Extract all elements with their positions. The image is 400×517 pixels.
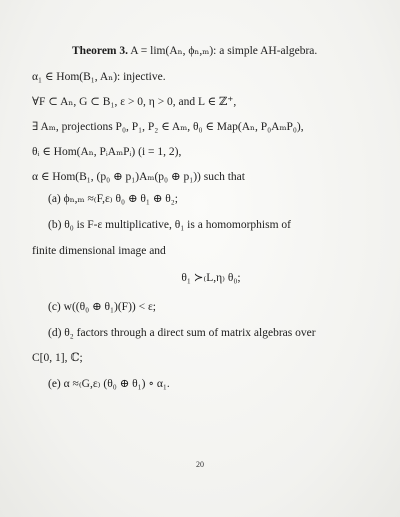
theorem-heading <box>72 44 382 58</box>
conclusion-exists: ∃ Aₘ, projections P₀, P₁, P₂ ∈ Aₘ, θ₀ ∈ Map(Aₙ, P₀AₘP₀), <box>32 121 304 133</box>
item-b-continued: finite dimensional image and <box>32 245 166 257</box>
item-b-display-formula: θ₁ ≻₍L,η₎ θ₀; <box>181 272 241 284</box>
hypothesis-alpha1: α₁ ∈ Hom(B₁, Aₙ): injective. <box>32 71 166 83</box>
item-d-continued: C[0, 1], ℂ; <box>32 352 83 364</box>
hypothesis-quantifiers: ∀F ⊂ Aₙ, G ⊂ B₁, ε > 0, η > 0, and L ∈ ℤ⁺, <box>32 96 237 108</box>
conclusion-theta-i: θᵢ ∈ Hom(Aₙ, PᵢAₘPᵢ) (i = 1, 2), <box>32 146 182 158</box>
item-a: (a) ϕₙ,ₘ ≈₍F,ε₎ θ₀ ⊕ θ₁ ⊕ θ₂; <box>48 193 179 205</box>
item-b: (b) θ₀ is F-ε multiplicative, θ₁ is a homomorphism of <box>48 219 291 231</box>
page-number: 20 <box>196 460 204 469</box>
item-c: (c) w((θ₀ ⊕ θ₁)(F)) < ε; <box>48 301 156 313</box>
theorem-label: Theorem 3. <box>72 45 129 57</box>
item-d: (d) θ₂ factors through a direct sum of matrix algebras over <box>48 327 316 339</box>
conclusion-alpha: α ∈ Hom(B₁, (p₀ ⊕ p₁)Aₘ(p₀ ⊕ p₁)) such that <box>32 171 245 183</box>
item-e: (e) α ≈₍G,ε₎ (θ₀ ⊕ θ₁) ∘ α₁. <box>48 378 170 390</box>
theorem-statement: A = lim(Aₙ, ϕₙ,ₘ): a simple AH-algebra. <box>130 45 318 57</box>
